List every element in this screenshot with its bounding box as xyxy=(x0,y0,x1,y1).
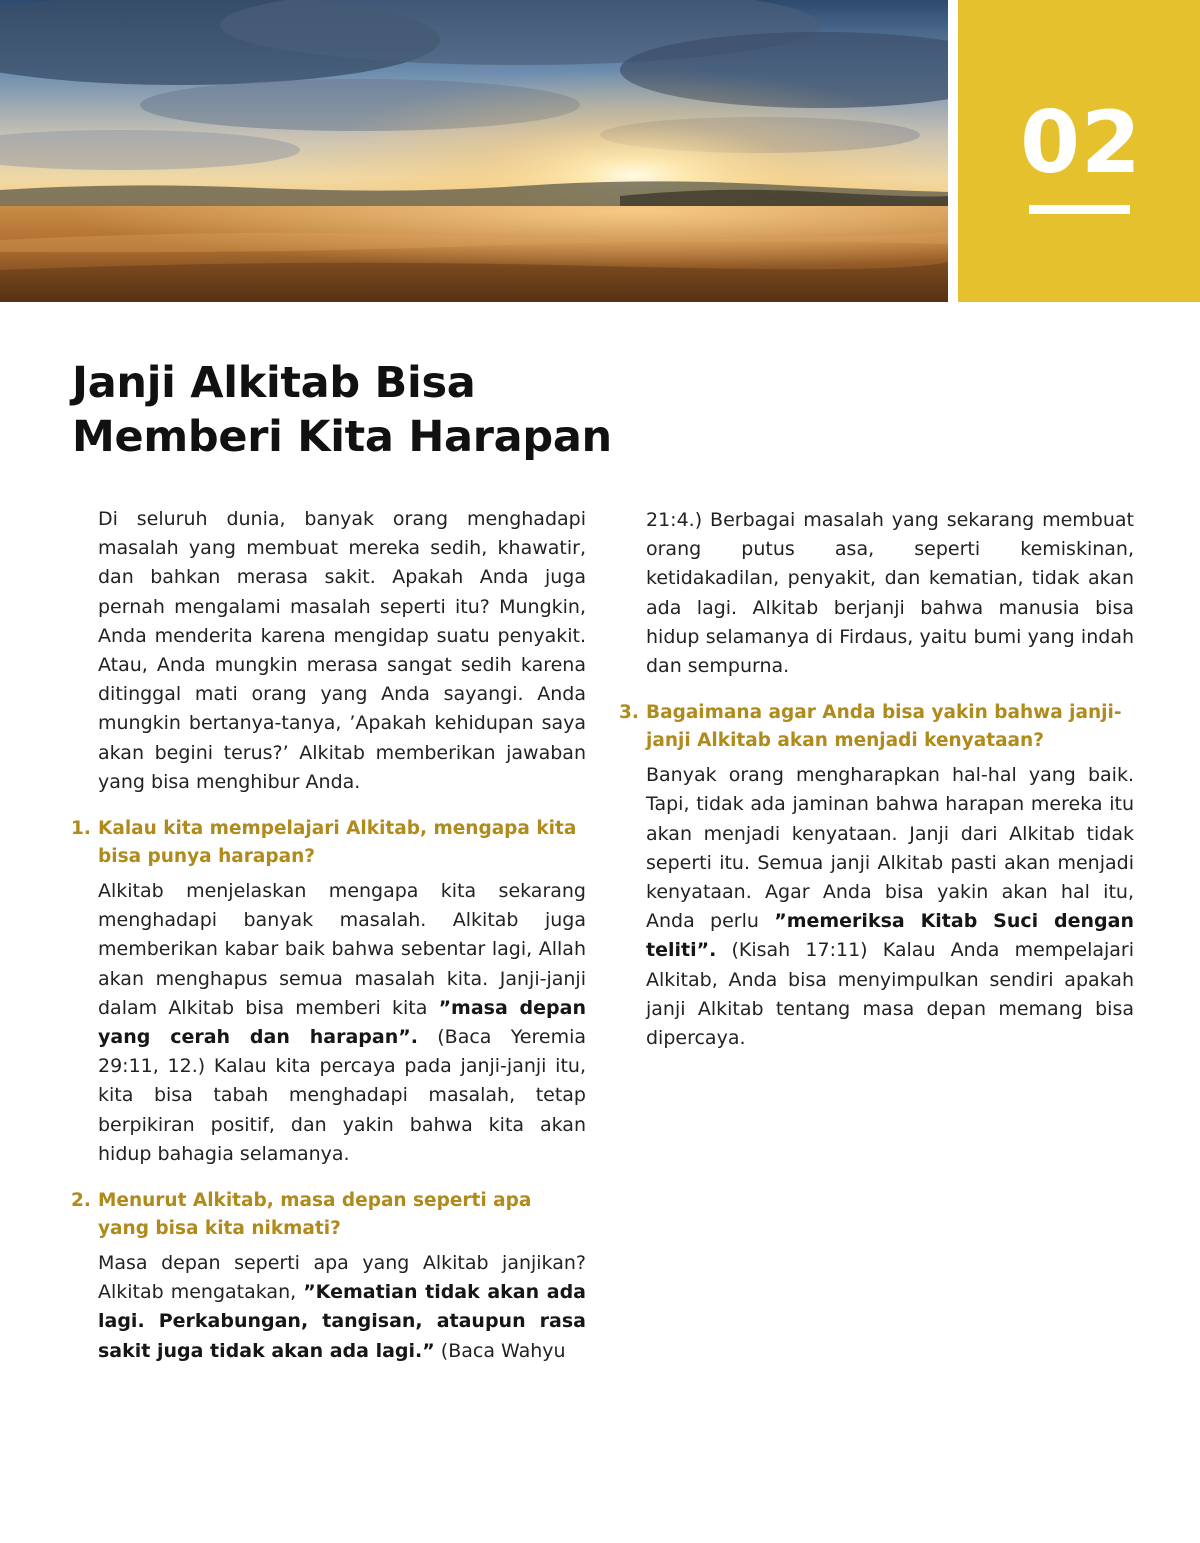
chapter-underline xyxy=(1029,205,1130,214)
intro-paragraph: Di seluruh dunia, banyak orang menghadapi masalah yang membuat mereka sedih, khawatir, dan bahkan merasa sakit. Apakah Anda juga pernah mengalami masalah seperti itu? Mungkin, Anda menderita karena mengidap suatu penyakit. Atau, Anda mungkin merasa sangat sedih karena ditinggal mati orang yang Anda sayangi. Anda mungkin bertanya-tanya, ’Apakah kehidupan saya akan begini terus?’ Alkitab memberikan jawaban yang bisa menghibur Anda. xyxy=(98,508,586,793)
answer-paragraph-1: Alkitab menjelaskan mengapa kita sekarang menghadapi banyak masalah. Alkitab juga memberikan kabar baik bahwa sebentar lagi, Allah akan menghapus semua masalah kita. Janji-janji dalam Alkitab bisa memberi kita ”masa depan yang cerah dan harapan”. (Baca Yeremia 29:11, 12.) Kalau kita percaya pada janji-janji itu, kita bisa tabah menghadapi masalah, tetap berpikiran positif, dan yakin bahwa kita akan hidup bahagia selamanya. xyxy=(98,880,587,1165)
page-title-line-2: Memberi Kita Harapan xyxy=(72,412,612,462)
question-heading-1 xyxy=(71,815,586,871)
question-number-2: 2. xyxy=(71,1190,91,1212)
question-text-1: Kalau kita mempelajari Alkitab, mengapa kita bisa punya harapan? xyxy=(98,818,577,868)
left-column xyxy=(71,505,587,1366)
question-heading-2 xyxy=(71,1187,586,1243)
question-number-3: 3. xyxy=(619,702,639,724)
scripture-quote-2: ”Kematian tidak akan ada lagi. Perkabungan, tangisan, ataupun rasa sakit juga tidak akan ada lagi.” xyxy=(98,1281,586,1362)
page-title xyxy=(72,356,772,464)
scripture-quote-3: ”memeriksa Kitab Suci dengan teliti”. xyxy=(646,910,1134,962)
chapter-badge xyxy=(958,0,1200,302)
answer-paragraph-2-continued: 21:4.) Berbagai masalah yang sekarang membuat orang putus asa, seperti kemiskinan, ketidakadilan, penyakit, dan kematian, tidak akan ada lagi. Alkitab berjanji bahwa manusia bisa hidup selamanya di Firdaus, yaitu bumi yang indah dan sempurna. xyxy=(646,509,1134,678)
chapter-number: 02 xyxy=(1020,93,1142,193)
question-number-1: 1. xyxy=(71,818,91,840)
question-text-3: Bagaimana agar Anda bisa yakin bahwa janji-janji Alkitab akan menjadi kenyataan? xyxy=(646,702,1122,752)
hero-image-wheat-field-sunset xyxy=(0,0,948,302)
right-column xyxy=(619,506,1134,1053)
scripture-quote-1: ”masa depan yang cerah dan harapan”. xyxy=(98,996,586,1049)
answer-paragraph-2: Masa depan seperti apa yang Alkitab janjikan? Alkitab mengatakan, ”Kematian tidak akan ada lagi. Perkabungan, tangisan, ataupun rasa sakit juga tidak akan ada lagi.” (Baca Wahyu xyxy=(98,1252,586,1362)
answer-paragraph-3: Banyak orang mengharapkan hal-hal yang baik. Tapi, tidak ada jaminan bahwa harapan mereka itu akan menjadi kenyataan. Janji dari Alkitab tidak seperti itu. Semua janji Alkitab pasti akan menjadi kenyataan. Agar Anda bisa yakin akan hal itu, Anda perlu ”memeriksa Kitab Suci dengan teliti”. (Kisah 17:11) Kalau Anda mempelajari Alkitab, Anda bisa menyimpulkan sendiri apakah janji Alkitab tentang masa depan memang bisa dipercaya. xyxy=(646,764,1134,1050)
question-heading-3 xyxy=(619,699,1134,755)
question-text-2: Menurut Alkitab, masa depan seperti apa yang bisa kita nikmati? xyxy=(98,1190,532,1240)
page-title-line-1: Janji Alkitab Bisa xyxy=(72,358,476,408)
